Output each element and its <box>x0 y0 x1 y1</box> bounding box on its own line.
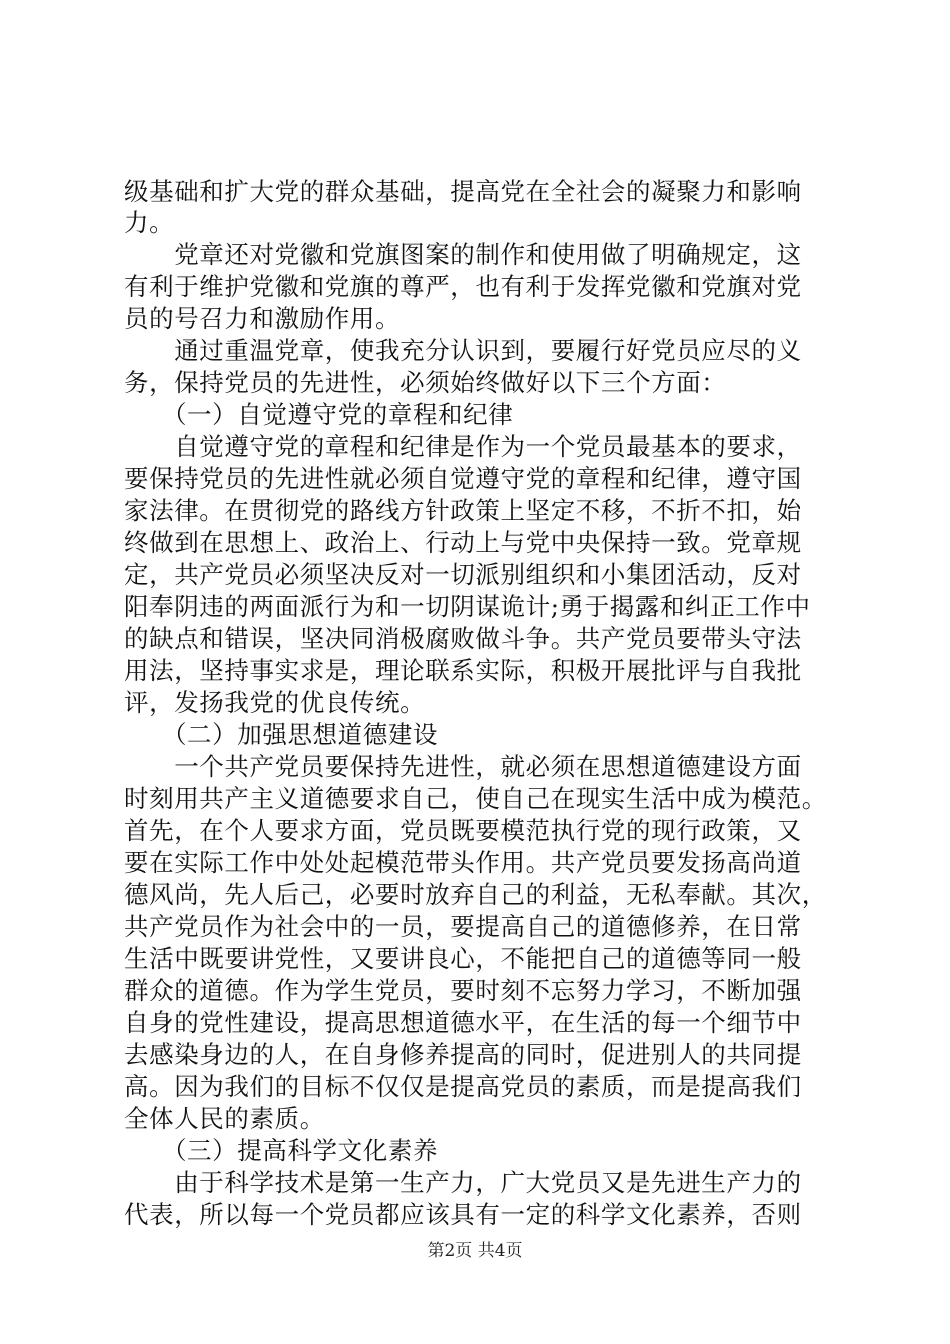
text-line: 家法律。在贯彻党的路线方针政策上坚定不移，不折不扣，始 <box>124 496 802 525</box>
text-line: 党章还对党徽和党旗图案的制作和使用做了明确规定，这 <box>124 240 802 269</box>
text-line: 员的号召力和激励作用。 <box>124 304 401 333</box>
text-line: 全体人民的素质。 <box>124 1104 325 1133</box>
text-line: 的缺点和错误，坚决同消极腐败做斗争。共产党员要带头守法 <box>124 624 802 653</box>
text-line: 定，共产党员必须坚决反对一切派别组织和小集团活动，反对 <box>124 560 802 589</box>
page-footer: 第2页 共4页 <box>427 1241 523 1261</box>
text-line: 阳奉阴违的两面派行为和一切阴谋诡计;勇于揭露和纠正工作中 <box>124 592 811 621</box>
text-line: 务，保持党员的先进性，必须始终做好以下三个方面： <box>124 368 727 397</box>
section-heading: （二）加强思想道德建设 <box>124 720 439 749</box>
text-line: 共产党员作为社会中的一员，要提高自己的道德修养，在日常 <box>124 912 802 941</box>
text-line: 去感染身边的人，在自身修养提高的同时，促进别人的共同提 <box>124 1040 802 1069</box>
text-line: 用法，坚持事实求是，理论联系实际，积极开展批评与自我批 <box>124 656 802 685</box>
text-line: 评，发扬我党的优良传统。 <box>124 688 426 717</box>
text-line: 首先，在个人要求方面，党员既要模范执行党的现行政策，又 <box>124 816 802 845</box>
text-line: 有利于维护党徽和党旗的尊严，也有利于发挥党徽和党旗对党 <box>124 272 802 301</box>
text-line: 级基础和扩大党的群众基础，提高党在全社会的凝聚力和影响 <box>124 177 802 206</box>
section-heading: （三）提高科学文化素养 <box>124 1136 439 1165</box>
text-line: 由于科学技术是第一生产力，广大党员又是先进生产力的 <box>124 1168 802 1197</box>
text-line: 通过重温党章，使我充分认识到，要履行好党员应尽的义 <box>124 336 802 365</box>
text-line: 要在实际工作中处处起模范带头作用。共产党员要发扬高尚道 <box>124 848 802 877</box>
text-line: 要保持党员的先进性就必须自觉遵守党的章程和纪律，遵守国 <box>124 464 802 493</box>
text-line: 终做到在思想上、政治上、行动上与党中央保持一致。党章规 <box>124 528 802 557</box>
text-line: 时刻用共产主义道德要求自己，使自己在现实生活中成为模范。 <box>124 784 827 813</box>
text-line: 德风尚，先人后己，必要时放弃自己的利益，无私奉献。其次， <box>124 880 827 909</box>
text-line: 力。 <box>124 208 175 237</box>
text-line: 一个共产党员要保持先进性，就必须在思想道德建设方面 <box>124 752 802 781</box>
text-line: 群众的道德。作为学生党员，要时刻不忘努力学习，不断加强 <box>124 976 802 1005</box>
text-line: 高。因为我们的目标不仅仅是提高党员的素质，而是提高我们 <box>124 1072 802 1101</box>
text-line: 生活中既要讲党性，又要讲良心，不能把自己的道德等同一般 <box>124 944 802 973</box>
section-heading: （一）自觉遵守党的章程和纪律 <box>124 400 514 429</box>
text-line: 自觉遵守党的章程和纪律是作为一个党员最基本的要求， <box>124 432 802 461</box>
text-line: 自身的党性建设，提高思想道德水平，在生活的每一个细节中 <box>124 1008 802 1037</box>
text-line: 代表，所以每一个党员都应该具有一定的科学文化素养，否则 <box>124 1200 802 1229</box>
